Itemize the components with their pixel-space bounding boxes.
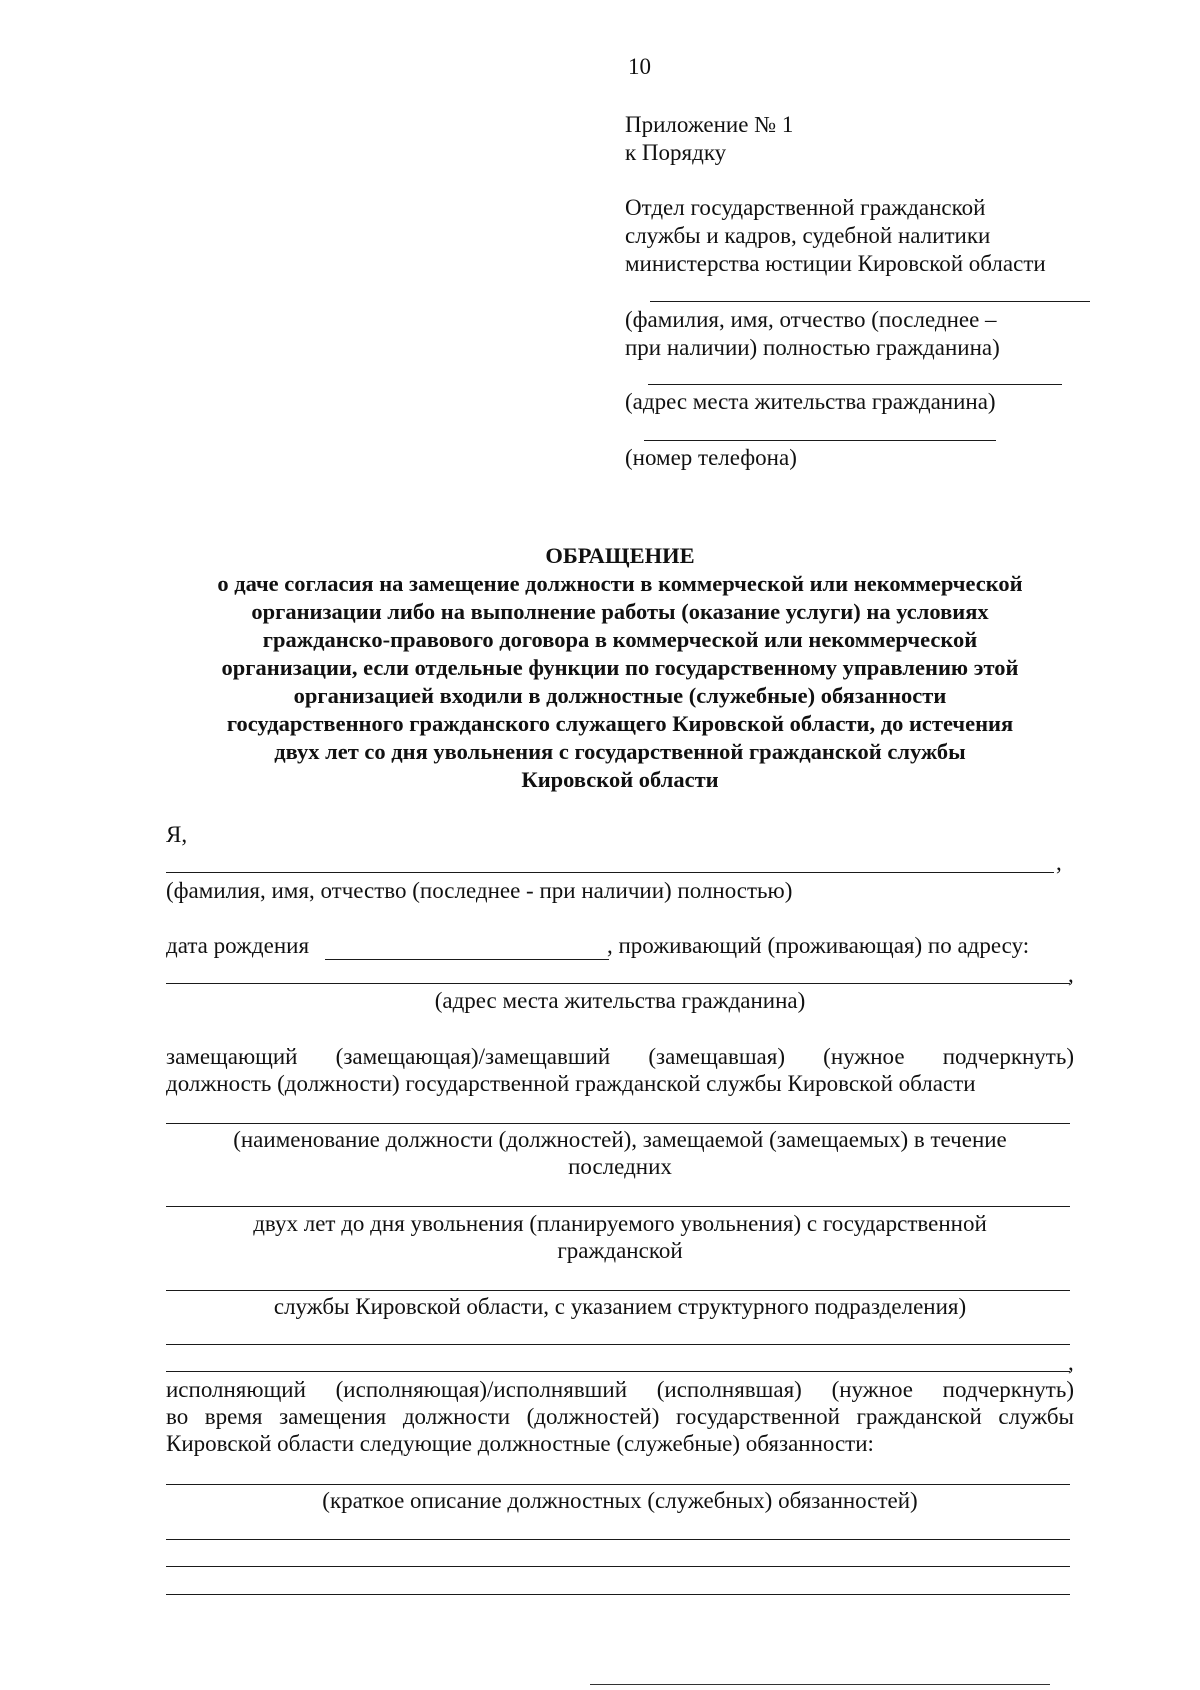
appendix-line-1: Приложение № 1 <box>625 112 794 137</box>
sender-phone-caption <box>625 444 797 472</box>
sender-name-caption <box>625 306 1000 362</box>
comma-2: , <box>1068 962 1074 987</box>
duties-caption: (краткое описание должностных (служебных) обязанностей) <box>322 1488 918 1513</box>
duties-line-1[interactable] <box>166 1484 1070 1485</box>
position-caption-2b: гражданской <box>557 1238 683 1263</box>
position-caption-3: службы Кировской области, с указанием структурного подразделения) <box>273 1294 967 1319</box>
duties-paragraph-line-1: исполняющий (исполняющая)/исполнявший (исполнявшая) (нужное подчеркнуть) <box>166 1377 1074 1402</box>
applicant-address-line[interactable] <box>166 983 1070 984</box>
applicant-address-caption: (адрес места жительства гражданина) <box>434 988 806 1013</box>
applicant-name-line[interactable] <box>166 872 1054 873</box>
duties-line-2[interactable] <box>166 1539 1070 1540</box>
appendix-line-2: к Порядку <box>625 140 727 165</box>
sender-phone-line[interactable] <box>644 440 996 441</box>
birth-date-line[interactable] <box>325 959 609 960</box>
title-line-3: гражданско-правового договора в коммерческой или некоммерческой <box>262 627 978 652</box>
position-line-2[interactable] <box>166 1206 1070 1207</box>
position-paragraph-line-1: замещающий (замещающая)/замещавший (замещавшая) (нужное подчеркнуть) <box>166 1044 1074 1069</box>
position-caption-2 <box>166 1210 1074 1264</box>
position-paragraph-line-2: должность (должности) государственной гражданской службы Кировской области <box>166 1071 976 1096</box>
duties-paragraph <box>166 1376 1074 1457</box>
title-heading: ОБРАЩЕНИЕ <box>545 543 695 568</box>
document-title <box>160 542 1080 794</box>
title-line-5: организацией входили в должностные (служебные) обязанности <box>293 683 947 708</box>
addressee-line-3: министерства юстиции Кировской области <box>625 251 1046 276</box>
title-line-8: Кировской области <box>521 767 719 792</box>
addressee-line-2: службы и кадров, судебной налитики <box>625 223 991 248</box>
duties-paragraph-line-2: во время замещения должности (должностей) государственной гражданской службы <box>166 1404 1074 1429</box>
addressee-line-1: Отдел государственной гражданской <box>625 195 986 220</box>
applicant-name-caption: (фамилия, имя, отчество (последнее - при наличии) полностью) <box>166 878 793 903</box>
sender-phone-caption-text: (номер телефона) <box>625 445 797 470</box>
sender-address-caption-text: (адрес места жительства гражданина) <box>625 389 996 414</box>
position-paragraph <box>166 1043 1074 1097</box>
title-line-1: о даче согласия на замещение должности в коммерческой или некоммерческой <box>217 571 1023 596</box>
position-line-1[interactable] <box>166 1123 1070 1124</box>
bottom-edge-line <box>590 1684 1050 1685</box>
sender-name-caption-line-1: (фамилия, имя, отчество (последнее – <box>625 307 997 332</box>
position-line-4[interactable] <box>166 1344 1070 1345</box>
duties-line-4[interactable] <box>166 1594 1070 1595</box>
position-caption-1b: последних <box>568 1154 672 1179</box>
position-caption-1 <box>166 1126 1074 1180</box>
addressee-block <box>625 194 1046 278</box>
i-label: Я, <box>166 822 188 847</box>
duties-paragraph-line-3: Кировской области следующие должностные (служебные) обязанности: <box>166 1431 874 1456</box>
sender-address-caption <box>625 388 996 416</box>
position-line-3[interactable] <box>166 1290 1070 1291</box>
birth-date-label: дата рождения <box>166 933 310 958</box>
appendix-reference <box>625 111 793 167</box>
title-line-2: организации либо на выполнение работы (оказание услуги) на условиях <box>251 599 989 624</box>
sender-name-line[interactable] <box>650 301 1090 302</box>
comma-1: , <box>1056 850 1062 875</box>
position-caption-2a: двух лет до дня увольнения (планируемого увольнения) с государственной <box>253 1211 987 1236</box>
title-line-6: государственного гражданского служащего Кировской области, до истечения <box>226 711 1014 736</box>
sender-address-line[interactable] <box>648 384 1062 385</box>
page-number: 10 <box>628 54 651 79</box>
position-line-5[interactable] <box>166 1371 1070 1372</box>
sender-name-caption-line-2: при наличии) полностью гражданина) <box>625 335 1000 360</box>
title-line-7: двух лет со дня увольнения с государственной гражданской службы <box>274 739 966 764</box>
title-line-4: организации, если отдельные функции по государственному управлению этой <box>221 655 1019 680</box>
position-caption-1a: (наименование должности (должностей), замещаемой (замещаемых) в течение <box>233 1127 1007 1152</box>
duties-line-3[interactable] <box>166 1566 1070 1567</box>
residing-label: , проживающий (проживающая) по адресу: <box>607 933 1030 958</box>
comma-3: , <box>1068 1350 1074 1375</box>
